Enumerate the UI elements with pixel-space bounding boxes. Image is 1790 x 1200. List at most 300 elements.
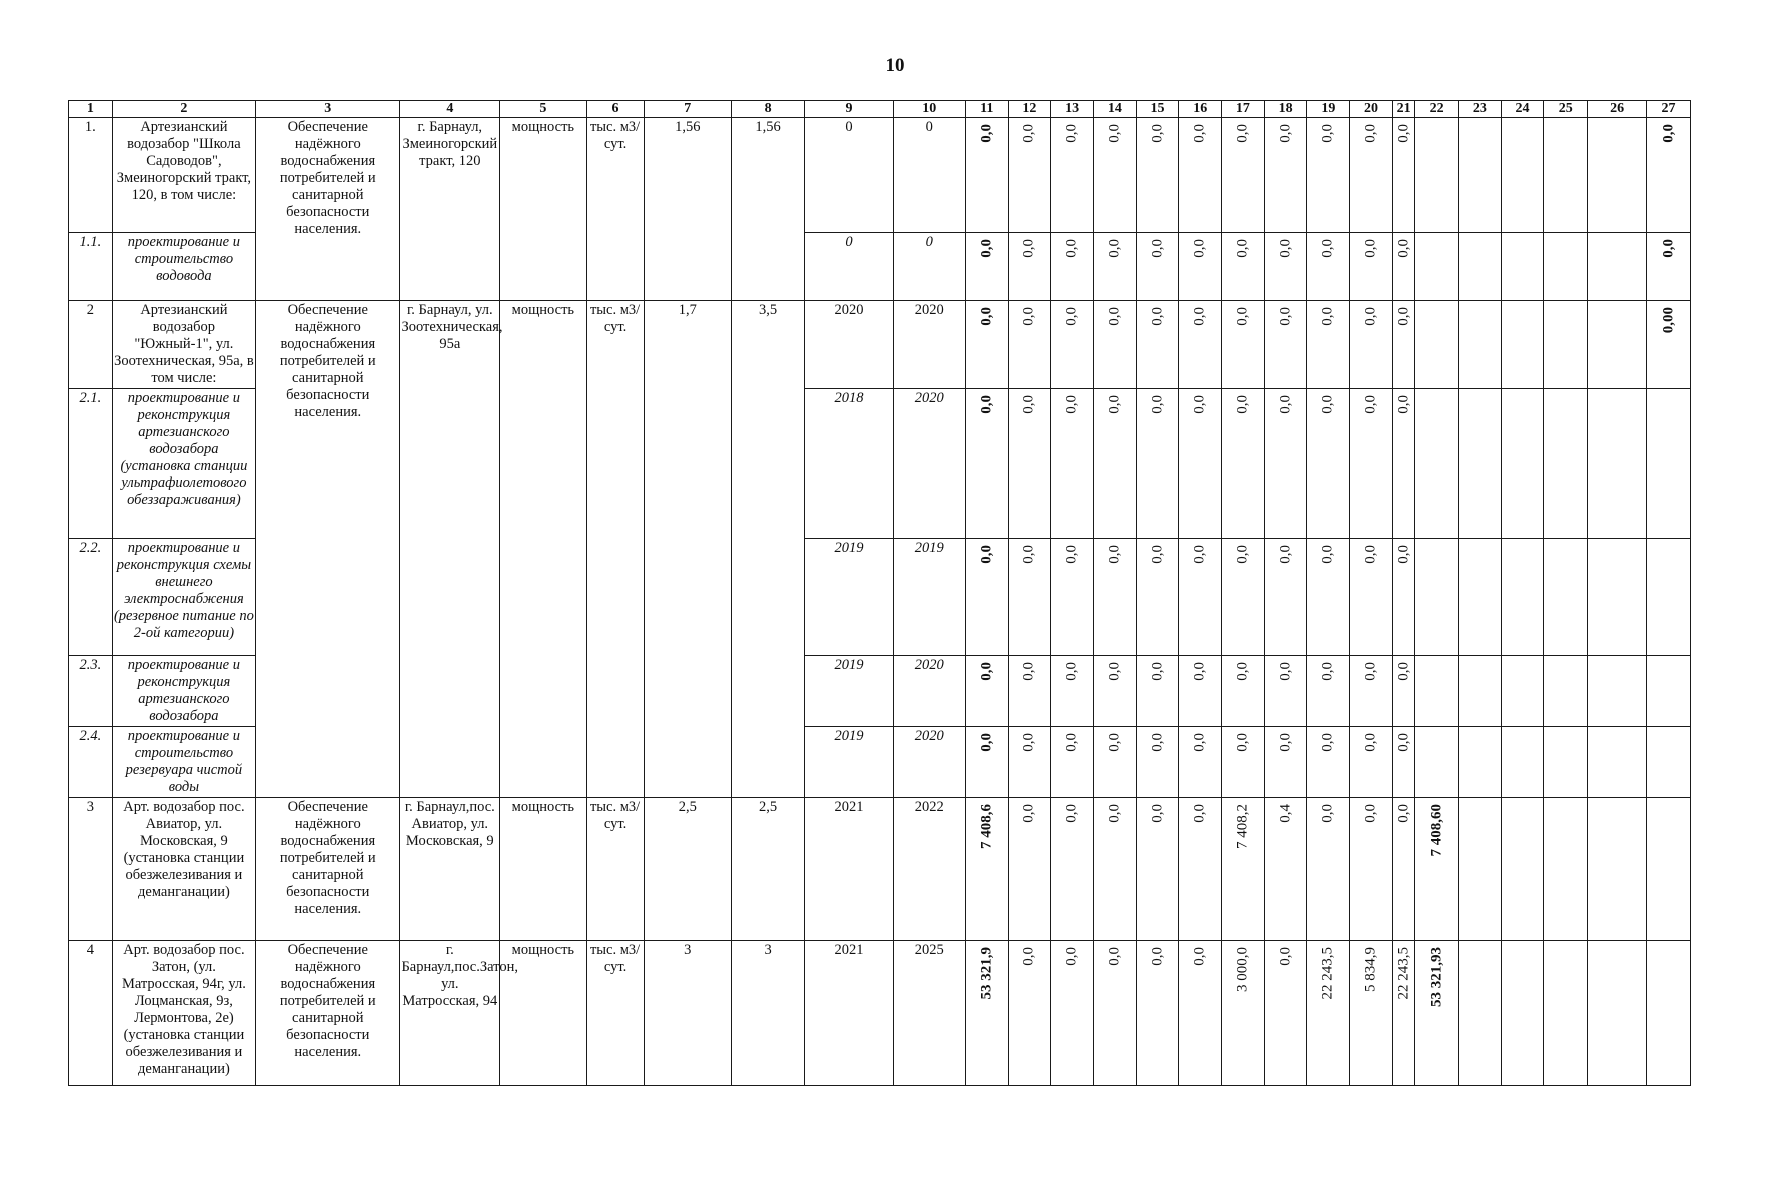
unit: тыс. м3/сут. bbox=[586, 940, 644, 1085]
cost-col-15-text: 0,0 bbox=[1149, 395, 1166, 415]
capacity-after: 3 bbox=[731, 940, 804, 1085]
address: г. Барнаул, Змеиногорский тракт, 120 bbox=[400, 118, 500, 301]
end-year: 2020 bbox=[893, 655, 965, 726]
cost-col-14 bbox=[1093, 233, 1136, 301]
cost-col-22 bbox=[1415, 301, 1459, 389]
cost-col-18-text: 0,0 bbox=[1277, 732, 1294, 752]
cost-col-21-text: 0,0 bbox=[1395, 307, 1412, 326]
cost-col-17-text: 0,0 bbox=[1234, 661, 1251, 681]
total-cost bbox=[965, 940, 1008, 1085]
cost-col-14-text: 0,0 bbox=[1106, 307, 1123, 326]
cost-col-13 bbox=[1051, 797, 1094, 940]
cost-col-24 bbox=[1501, 940, 1544, 1085]
cost-col-20-text: 0,0 bbox=[1362, 124, 1379, 143]
cost-col-13 bbox=[1051, 726, 1094, 797]
cost-col-24 bbox=[1501, 726, 1544, 797]
start-year: 0 bbox=[805, 233, 893, 301]
table-body bbox=[69, 101, 1691, 1086]
cost-col-21-text: 0,0 bbox=[1395, 803, 1412, 823]
cost-col-20 bbox=[1350, 940, 1393, 1085]
cost-col-16 bbox=[1179, 539, 1222, 655]
column-header-24: 24 bbox=[1501, 101, 1544, 118]
cost-col-27 bbox=[1647, 118, 1691, 233]
purpose: Обеспечение надёжного водоснабжения потребителей и санитарной безопасности населения. bbox=[256, 940, 400, 1085]
cost-col-25 bbox=[1544, 233, 1588, 301]
column-header-1: 1 bbox=[69, 101, 113, 118]
column-header-15: 15 bbox=[1136, 101, 1179, 118]
cost-col-12 bbox=[1008, 389, 1051, 539]
end-year: 0 bbox=[893, 118, 965, 233]
cost-col-25 bbox=[1544, 389, 1588, 539]
object-name: проектирование и реконструкция артезианского водозабора bbox=[112, 655, 255, 726]
cost-col-12-text: 0,0 bbox=[1020, 661, 1037, 681]
column-header-19: 19 bbox=[1307, 101, 1350, 118]
cost-col-12 bbox=[1008, 118, 1051, 233]
cost-col-19 bbox=[1307, 797, 1350, 940]
cost-col-17 bbox=[1222, 655, 1265, 726]
table-row bbox=[69, 940, 1691, 1085]
capacity-after: 3,5 bbox=[731, 301, 804, 797]
column-header-11: 11 bbox=[965, 101, 1008, 118]
cost-col-25 bbox=[1544, 301, 1588, 389]
cost-col-21-text: 0,0 bbox=[1395, 545, 1412, 565]
cost-col-22 bbox=[1415, 940, 1459, 1085]
cost-col-27-text: 0,0 bbox=[1660, 124, 1677, 143]
cost-col-19-text: 0,0 bbox=[1319, 124, 1336, 143]
cost-col-17 bbox=[1222, 118, 1265, 233]
cost-col-16-text: 0,0 bbox=[1191, 732, 1208, 752]
cost-col-12-text: 0,0 bbox=[1020, 239, 1037, 258]
cost-col-22-text: 7 408,60 bbox=[1428, 803, 1445, 857]
column-header-25: 25 bbox=[1544, 101, 1588, 118]
total-cost-text: 7 408,6 bbox=[978, 803, 995, 849]
cost-col-14-text: 0,0 bbox=[1106, 395, 1123, 415]
cost-col-14-text: 0,0 bbox=[1106, 124, 1123, 143]
cost-col-27 bbox=[1647, 726, 1691, 797]
cost-col-13 bbox=[1051, 118, 1094, 233]
end-year: 2020 bbox=[893, 389, 965, 539]
indicator: мощность bbox=[500, 797, 586, 940]
indicator: мощность bbox=[500, 118, 586, 301]
cost-col-23 bbox=[1458, 797, 1501, 940]
cost-col-12 bbox=[1008, 655, 1051, 726]
total-cost bbox=[965, 726, 1008, 797]
total-cost-text: 0,0 bbox=[978, 124, 995, 143]
cost-col-14 bbox=[1093, 655, 1136, 726]
cost-col-26 bbox=[1588, 655, 1647, 726]
cost-col-15 bbox=[1136, 118, 1179, 233]
cost-col-20-text: 0,0 bbox=[1362, 239, 1379, 258]
cost-col-12-text: 0,0 bbox=[1020, 124, 1037, 143]
cost-col-20 bbox=[1350, 118, 1393, 233]
cost-col-20-text: 0,0 bbox=[1362, 732, 1379, 752]
object-name: Арт. водозабор пос. Авиатор, ул. Московская, 9 (установка станции обезжелезивания и деманганации) bbox=[112, 797, 255, 940]
purpose: Обеспечение надёжного водоснабжения потребителей и санитарной безопасности населения. bbox=[256, 301, 400, 797]
cost-col-16 bbox=[1179, 655, 1222, 726]
cost-col-14-text: 0,0 bbox=[1106, 946, 1123, 966]
capacity-after: 1,56 bbox=[731, 118, 804, 301]
object-name: проектирование и строительство резервуара чистой воды bbox=[112, 726, 255, 797]
address: г. Барнаул,пос.Затон, ул. Матросская, 94 bbox=[400, 940, 500, 1085]
start-year: 2018 bbox=[805, 389, 893, 539]
object-name: проектирование и реконструкция схемы внешнего электроснабжения (резервное питание по 2-ой категории) bbox=[112, 539, 255, 655]
cost-col-19 bbox=[1307, 655, 1350, 726]
cost-col-26 bbox=[1588, 301, 1647, 389]
object-name: Артезианский водозабор "Школа Садоводов", Змеиногорский тракт, 120, в том числе: bbox=[112, 118, 255, 233]
cost-col-27 bbox=[1647, 655, 1691, 726]
cost-col-13-text: 0,0 bbox=[1063, 545, 1080, 565]
row-number: 3 bbox=[69, 797, 113, 940]
cost-col-21-text: 0,0 bbox=[1395, 732, 1412, 752]
column-header-22: 22 bbox=[1415, 101, 1459, 118]
cost-col-23 bbox=[1458, 389, 1501, 539]
total-cost bbox=[965, 118, 1008, 233]
cost-col-12-text: 0,0 bbox=[1020, 803, 1037, 823]
total-cost-text: 0,0 bbox=[978, 661, 995, 681]
cost-col-12-text: 0,0 bbox=[1020, 946, 1037, 966]
cost-col-12 bbox=[1008, 539, 1051, 655]
end-year: 2022 bbox=[893, 797, 965, 940]
cost-col-17 bbox=[1222, 940, 1265, 1085]
cost-col-19-text: 0,0 bbox=[1319, 239, 1336, 258]
row-number: 2.2. bbox=[69, 539, 113, 655]
total-cost-text: 0,0 bbox=[978, 307, 995, 326]
cost-col-25 bbox=[1544, 539, 1588, 655]
cost-col-18-text: 0,4 bbox=[1277, 803, 1294, 823]
cost-col-15-text: 0,0 bbox=[1149, 239, 1166, 258]
cost-col-17-text: 7 408,2 bbox=[1234, 803, 1251, 849]
cost-col-12 bbox=[1008, 797, 1051, 940]
cost-col-15-text: 0,0 bbox=[1149, 803, 1166, 823]
cost-col-22-text: 53 321,93 bbox=[1428, 946, 1445, 1007]
cost-col-15 bbox=[1136, 539, 1179, 655]
cost-col-20-text: 0,0 bbox=[1362, 661, 1379, 681]
cost-col-24 bbox=[1501, 118, 1544, 233]
cost-col-22 bbox=[1415, 655, 1459, 726]
cost-col-19-text: 0,0 bbox=[1319, 661, 1336, 681]
column-header-26: 26 bbox=[1588, 101, 1647, 118]
cost-col-16 bbox=[1179, 118, 1222, 233]
cost-col-20-text: 5 834,9 bbox=[1362, 946, 1379, 992]
cost-col-22 bbox=[1415, 726, 1459, 797]
column-header-3: 3 bbox=[256, 101, 400, 118]
cost-col-16-text: 0,0 bbox=[1191, 545, 1208, 565]
start-year: 2019 bbox=[805, 655, 893, 726]
header-row bbox=[69, 101, 1691, 118]
cost-col-13-text: 0,0 bbox=[1063, 732, 1080, 752]
cost-col-14-text: 0,0 bbox=[1106, 545, 1123, 565]
cost-col-21 bbox=[1392, 726, 1414, 797]
cost-col-19 bbox=[1307, 940, 1350, 1085]
cost-col-16 bbox=[1179, 797, 1222, 940]
column-header-6: 6 bbox=[586, 101, 644, 118]
cost-col-25 bbox=[1544, 940, 1588, 1085]
cost-col-17-text: 0,0 bbox=[1234, 124, 1251, 143]
cost-col-16-text: 0,0 bbox=[1191, 803, 1208, 823]
cost-col-16 bbox=[1179, 233, 1222, 301]
cost-col-19 bbox=[1307, 389, 1350, 539]
cost-col-27 bbox=[1647, 301, 1691, 389]
address: г. Барнаул, ул. Зоотехническая, 95а bbox=[400, 301, 500, 797]
cost-col-18 bbox=[1264, 389, 1307, 539]
end-year: 0 bbox=[893, 233, 965, 301]
cost-col-23 bbox=[1458, 118, 1501, 233]
cost-col-17-text: 0,0 bbox=[1234, 395, 1251, 415]
total-cost bbox=[965, 797, 1008, 940]
total-cost bbox=[965, 389, 1008, 539]
cost-col-20 bbox=[1350, 655, 1393, 726]
cost-col-17 bbox=[1222, 539, 1265, 655]
cost-col-21 bbox=[1392, 655, 1414, 726]
cost-col-18-text: 0,0 bbox=[1277, 661, 1294, 681]
cost-col-18-text: 0,0 bbox=[1277, 307, 1294, 326]
column-header-2: 2 bbox=[112, 101, 255, 118]
column-header-8: 8 bbox=[731, 101, 804, 118]
cost-col-16-text: 0,0 bbox=[1191, 239, 1208, 258]
cost-col-15-text: 0,0 bbox=[1149, 946, 1166, 966]
cost-col-18-text: 0,0 bbox=[1277, 395, 1294, 415]
cost-col-12 bbox=[1008, 301, 1051, 389]
cost-col-20-text: 0,0 bbox=[1362, 395, 1379, 415]
cost-col-19 bbox=[1307, 233, 1350, 301]
indicator: мощность bbox=[500, 301, 586, 797]
unit: тыс. м3/сут. bbox=[586, 301, 644, 797]
cost-col-23 bbox=[1458, 940, 1501, 1085]
cost-col-21-text: 22 243,5 bbox=[1395, 946, 1412, 1000]
cost-col-13-text: 0,0 bbox=[1063, 803, 1080, 823]
cost-col-19 bbox=[1307, 726, 1350, 797]
cost-col-21-text: 0,0 bbox=[1395, 239, 1412, 258]
table-row bbox=[69, 301, 1691, 389]
cost-col-26 bbox=[1588, 539, 1647, 655]
cost-col-26 bbox=[1588, 940, 1647, 1085]
column-header-13: 13 bbox=[1051, 101, 1094, 118]
start-year: 2019 bbox=[805, 539, 893, 655]
row-number: 4 bbox=[69, 940, 113, 1085]
cost-col-16 bbox=[1179, 726, 1222, 797]
start-year: 2021 bbox=[805, 940, 893, 1085]
cost-col-16 bbox=[1179, 389, 1222, 539]
cost-col-21 bbox=[1392, 940, 1414, 1085]
cost-col-15-text: 0,0 bbox=[1149, 545, 1166, 565]
column-header-21: 21 bbox=[1392, 101, 1414, 118]
cost-col-18 bbox=[1264, 233, 1307, 301]
cost-col-12 bbox=[1008, 940, 1051, 1085]
row-number: 1.1. bbox=[69, 233, 113, 301]
cost-col-21 bbox=[1392, 797, 1414, 940]
cost-col-13 bbox=[1051, 655, 1094, 726]
cost-col-14-text: 0,0 bbox=[1106, 661, 1123, 681]
cost-col-26 bbox=[1588, 389, 1647, 539]
cost-col-14-text: 0,0 bbox=[1106, 732, 1123, 752]
cost-col-17 bbox=[1222, 797, 1265, 940]
cost-col-12-text: 0,0 bbox=[1020, 545, 1037, 565]
cost-col-21 bbox=[1392, 301, 1414, 389]
cost-col-27 bbox=[1647, 233, 1691, 301]
cost-col-13-text: 0,0 bbox=[1063, 124, 1080, 143]
cost-col-13-text: 0,0 bbox=[1063, 239, 1080, 258]
cost-col-20-text: 0,0 bbox=[1362, 307, 1379, 326]
investment-program-table bbox=[68, 100, 1691, 1086]
cost-col-23 bbox=[1458, 655, 1501, 726]
object-name: Арт. водозабор пос. Затон, (ул. Матросская, 94г, ул. Лоцманская, 9з, Лермонтова, 2е) (установка станции обезжелезивания и деманганации) bbox=[112, 940, 255, 1085]
cost-col-20 bbox=[1350, 389, 1393, 539]
cost-col-13 bbox=[1051, 539, 1094, 655]
start-year: 0 bbox=[805, 118, 893, 233]
cost-col-20 bbox=[1350, 726, 1393, 797]
total-cost-text: 0,0 bbox=[978, 545, 995, 565]
cost-col-21-text: 0,0 bbox=[1395, 395, 1412, 415]
cost-col-25 bbox=[1544, 655, 1588, 726]
cost-col-14 bbox=[1093, 539, 1136, 655]
cost-col-14 bbox=[1093, 797, 1136, 940]
cost-col-12-text: 0,0 bbox=[1020, 395, 1037, 415]
cost-col-15 bbox=[1136, 797, 1179, 940]
column-header-7: 7 bbox=[644, 101, 731, 118]
row-number: 2.4. bbox=[69, 726, 113, 797]
cost-col-18 bbox=[1264, 655, 1307, 726]
end-year: 2020 bbox=[893, 726, 965, 797]
cost-col-24 bbox=[1501, 301, 1544, 389]
object-name: проектирование и реконструкция артезианского водозабора (установка станции ультрафиолетового обеззараживания) bbox=[112, 389, 255, 539]
total-cost bbox=[965, 655, 1008, 726]
cost-col-13 bbox=[1051, 233, 1094, 301]
cost-col-27 bbox=[1647, 389, 1691, 539]
cost-col-22 bbox=[1415, 797, 1459, 940]
cost-col-24 bbox=[1501, 655, 1544, 726]
indicator: мощность bbox=[500, 940, 586, 1085]
cost-col-24 bbox=[1501, 389, 1544, 539]
cost-col-13-text: 0,0 bbox=[1063, 946, 1080, 966]
cost-col-12-text: 0,0 bbox=[1020, 307, 1037, 326]
cost-col-17-text: 0,0 bbox=[1234, 732, 1251, 752]
cost-col-18-text: 0,0 bbox=[1277, 946, 1294, 966]
cost-col-24 bbox=[1501, 797, 1544, 940]
cost-col-21 bbox=[1392, 233, 1414, 301]
row-number: 1. bbox=[69, 118, 113, 233]
capacity-before: 1,7 bbox=[644, 301, 731, 797]
cost-col-14 bbox=[1093, 301, 1136, 389]
cost-col-15-text: 0,0 bbox=[1149, 124, 1166, 143]
cost-col-27 bbox=[1647, 797, 1691, 940]
cost-col-23 bbox=[1458, 726, 1501, 797]
end-year: 2019 bbox=[893, 539, 965, 655]
capacity-before: 3 bbox=[644, 940, 731, 1085]
cost-col-15 bbox=[1136, 655, 1179, 726]
cost-col-20 bbox=[1350, 233, 1393, 301]
start-year: 2021 bbox=[805, 797, 893, 940]
cost-col-13-text: 0,0 bbox=[1063, 661, 1080, 681]
end-year: 2020 bbox=[893, 301, 965, 389]
cost-col-18-text: 0,0 bbox=[1277, 239, 1294, 258]
cost-col-25 bbox=[1544, 797, 1588, 940]
cost-col-15 bbox=[1136, 726, 1179, 797]
purpose: Обеспечение надёжного водоснабжения потребителей и санитарной безопасности населения. bbox=[256, 797, 400, 940]
cost-col-18 bbox=[1264, 539, 1307, 655]
cost-col-24 bbox=[1501, 233, 1544, 301]
cost-col-16-text: 0,0 bbox=[1191, 395, 1208, 415]
cost-col-14-text: 0,0 bbox=[1106, 803, 1123, 823]
column-header-12: 12 bbox=[1008, 101, 1051, 118]
cost-col-15-text: 0,0 bbox=[1149, 661, 1166, 681]
cost-col-27 bbox=[1647, 539, 1691, 655]
cost-col-17-text: 0,0 bbox=[1234, 545, 1251, 565]
cost-col-26 bbox=[1588, 726, 1647, 797]
cost-col-15-text: 0,0 bbox=[1149, 732, 1166, 752]
total-cost-text: 0,0 bbox=[978, 732, 995, 752]
capacity-before: 2,5 bbox=[644, 797, 731, 940]
cost-col-16-text: 0,0 bbox=[1191, 946, 1208, 966]
cost-col-22 bbox=[1415, 233, 1459, 301]
cost-col-27 bbox=[1647, 940, 1691, 1085]
cost-col-21 bbox=[1392, 389, 1414, 539]
total-cost-text: 0,0 bbox=[978, 239, 995, 258]
cost-col-27-text: 0,0 bbox=[1660, 239, 1677, 258]
cost-col-17-text: 0,0 bbox=[1234, 307, 1251, 326]
cost-col-12-text: 0,0 bbox=[1020, 732, 1037, 752]
start-year: 2020 bbox=[805, 301, 893, 389]
cost-col-15 bbox=[1136, 389, 1179, 539]
cost-col-19-text: 0,0 bbox=[1319, 307, 1336, 326]
cost-col-21-text: 0,0 bbox=[1395, 124, 1412, 143]
cost-col-14 bbox=[1093, 726, 1136, 797]
cost-col-16 bbox=[1179, 301, 1222, 389]
cost-col-20-text: 0,0 bbox=[1362, 545, 1379, 565]
cost-col-12 bbox=[1008, 233, 1051, 301]
cost-col-18 bbox=[1264, 940, 1307, 1085]
start-year: 2019 bbox=[805, 726, 893, 797]
cost-col-15-text: 0,0 bbox=[1149, 307, 1166, 326]
cost-col-25 bbox=[1544, 118, 1588, 233]
total-cost-text: 53 321,9 bbox=[978, 946, 995, 1000]
cost-col-19 bbox=[1307, 301, 1350, 389]
column-header-9: 9 bbox=[805, 101, 893, 118]
cost-col-13-text: 0,0 bbox=[1063, 395, 1080, 415]
cost-col-23 bbox=[1458, 233, 1501, 301]
cost-col-24 bbox=[1501, 539, 1544, 655]
cost-col-20 bbox=[1350, 301, 1393, 389]
end-year: 2025 bbox=[893, 940, 965, 1085]
cost-col-16-text: 0,0 bbox=[1191, 124, 1208, 143]
cost-col-21 bbox=[1392, 118, 1414, 233]
cost-col-13 bbox=[1051, 301, 1094, 389]
cost-col-15 bbox=[1136, 940, 1179, 1085]
cost-col-22 bbox=[1415, 539, 1459, 655]
object-name: проектирование и строительство водовода bbox=[112, 233, 255, 301]
cost-col-16-text: 0,0 bbox=[1191, 307, 1208, 326]
cost-col-21 bbox=[1392, 539, 1414, 655]
total-cost-text: 0,0 bbox=[978, 395, 995, 415]
column-header-5: 5 bbox=[500, 101, 586, 118]
cost-col-16-text: 0,0 bbox=[1191, 661, 1208, 681]
unit: тыс. м3/сут. bbox=[586, 797, 644, 940]
row-number: 2.1. bbox=[69, 389, 113, 539]
cost-col-21-text: 0,0 bbox=[1395, 661, 1412, 681]
cost-col-27-text: 0,00 bbox=[1660, 307, 1677, 334]
cost-col-18 bbox=[1264, 726, 1307, 797]
cost-col-26 bbox=[1588, 797, 1647, 940]
capacity-after: 2,5 bbox=[731, 797, 804, 940]
cost-col-19-text: 0,0 bbox=[1319, 395, 1336, 415]
total-cost bbox=[965, 539, 1008, 655]
cost-col-22 bbox=[1415, 118, 1459, 233]
cost-col-18 bbox=[1264, 301, 1307, 389]
cost-col-20 bbox=[1350, 797, 1393, 940]
table-row bbox=[69, 797, 1691, 940]
cost-col-18-text: 0,0 bbox=[1277, 545, 1294, 565]
cost-col-22 bbox=[1415, 389, 1459, 539]
cost-col-18 bbox=[1264, 118, 1307, 233]
